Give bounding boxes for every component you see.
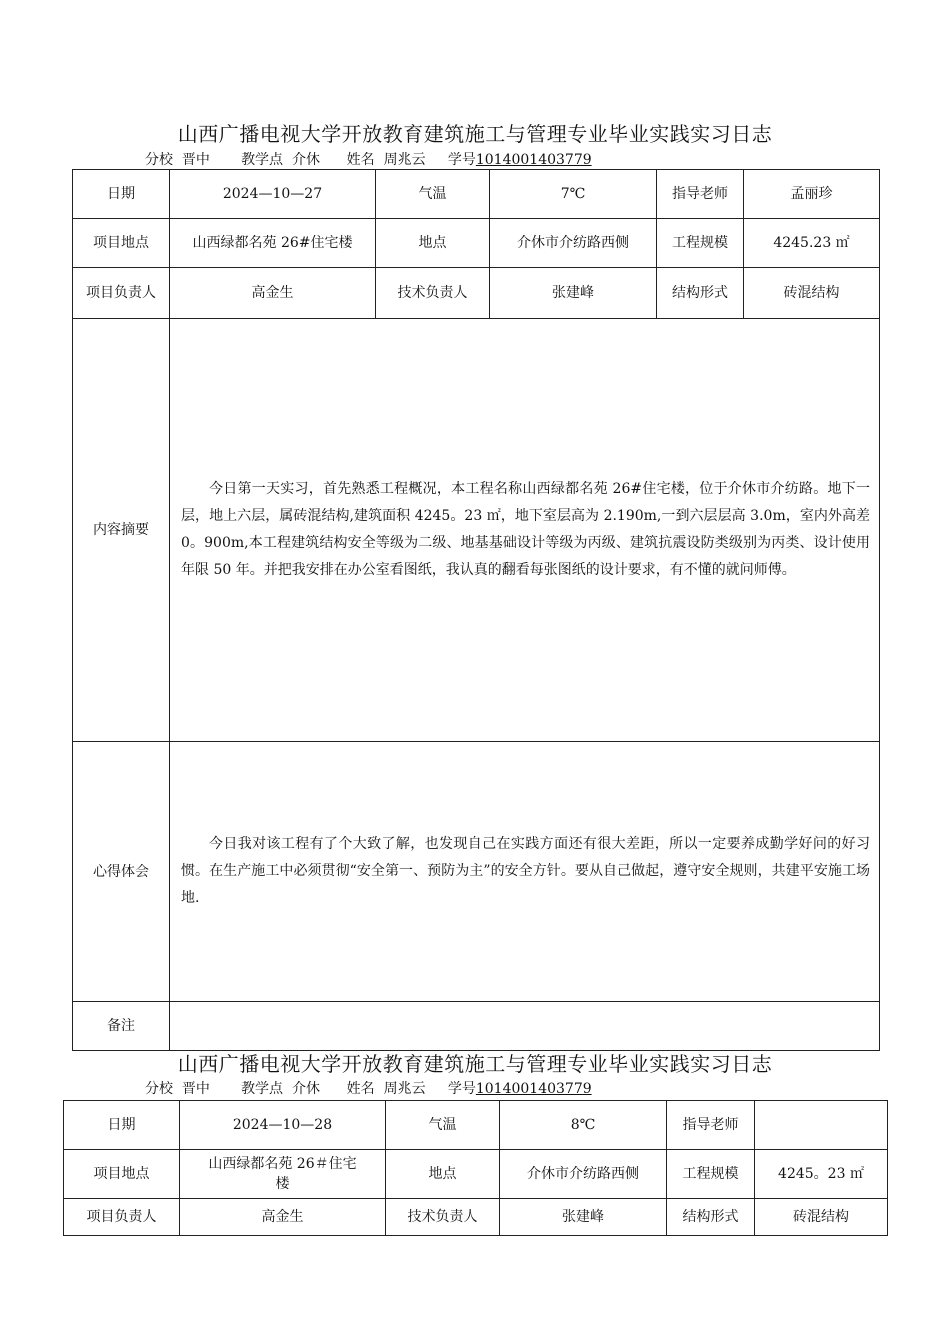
project-scale-label: 工程规模	[667, 1150, 755, 1199]
name-value: 周兆云	[383, 152, 426, 168]
project-site-value: 山西绿都名苑 26＃住宅楼	[180, 1150, 386, 1199]
log1-table	[72, 169, 880, 1051]
supervisor-label: 指导老师	[667, 1101, 755, 1150]
location-value: 介休市介纺路西侧	[500, 1150, 667, 1199]
temperature-label: 气温	[376, 170, 490, 219]
experience-text: 今日我对该工程有了个大致了解，也发现自己在实践方面还有很大差距，所以一定要养成勤学好问的好习惯。在生产施工中必须贯彻“安全第一、预防为主”的安全方针。要从自己做起，遵守安全规则，共建平安施工场地.	[181, 836, 870, 906]
table-row	[64, 1101, 888, 1150]
log2-title: 山西广播电视大学开放教育建筑施工与管理专业毕业实践实习日志	[177, 1052, 773, 1076]
structure-type-label: 结构形式	[667, 1199, 755, 1236]
remarks-value	[170, 1002, 880, 1051]
summary-text: 今日第一天实习，首先熟悉工程概况，本工程名称山西绿都名苑 26#住宅楼，位于介休市介纺路。地下一层，地上六层，属砖混结构,建筑面积 4245。23 ㎡，地下室层高为 2.190m,一到六层层高 3.0m，室内外高差 0。900m,本工程建筑结构安全等级为二级、地基基础设计等级为丙级、建筑抗震设防类级别为丙类、设计使用年限 50 年。并把我安排在办公室看图纸，我认真的翻看每张图纸的设计要求，有不懂的就问师傅。	[181, 481, 870, 578]
temperature-label: 气温	[386, 1101, 500, 1150]
branch-label: 分校	[145, 1081, 173, 1097]
table-row	[73, 319, 880, 742]
project-scale-value: 4245。23 ㎡	[755, 1150, 888, 1199]
table-row	[73, 268, 880, 319]
date-value: 2024—10—27	[170, 170, 376, 219]
table-row	[73, 219, 880, 268]
date-label: 日期	[64, 1101, 180, 1150]
temperature-value: 7℃	[490, 170, 657, 219]
student-id-label: 学号	[447, 152, 476, 168]
supervisor-value: 孟丽珍	[744, 170, 880, 219]
temperature-value: 8℃	[500, 1101, 667, 1150]
project-manager-label: 项目负责人	[73, 268, 170, 319]
table-row	[73, 170, 880, 219]
table-row	[73, 1002, 880, 1051]
location-label: 地点	[386, 1150, 500, 1199]
teaching-point-label: 教学点	[241, 1081, 284, 1097]
branch-label: 分校	[145, 152, 173, 168]
log1-title: 山西广播电视大学开放教育建筑施工与管理专业毕业实践实习日志	[177, 122, 773, 146]
date-label: 日期	[73, 170, 170, 219]
log2-info-line	[145, 1078, 592, 1098]
teaching-point-label: 教学点	[241, 152, 284, 168]
student-id-value: 1014001403779	[475, 152, 592, 168]
project-scale-label: 工程规模	[657, 219, 744, 268]
student-id-label: 学号	[447, 1081, 476, 1097]
supervisor-label: 指导老师	[657, 170, 744, 219]
technical-lead-label: 技术负责人	[386, 1199, 500, 1236]
experience-label: 心得体会	[73, 742, 170, 1002]
project-site-value: 山西绿都名苑 26#住宅楼	[170, 219, 376, 268]
technical-lead-value: 张建峰	[490, 268, 657, 319]
summary-label: 内容摘要	[73, 319, 170, 742]
project-scale-value: 4245.23 ㎡	[744, 219, 880, 268]
log2-table	[63, 1100, 888, 1236]
branch-value: 晋中	[181, 1081, 210, 1097]
name-label: 姓名	[346, 1081, 375, 1097]
project-manager-label: 项目负责人	[64, 1199, 180, 1236]
remarks-label: 备注	[73, 1002, 170, 1051]
experience-content	[170, 742, 880, 1002]
project-site-label: 项目地点	[73, 219, 170, 268]
name-label: 姓名	[346, 152, 375, 168]
table-row	[73, 742, 880, 1002]
supervisor-value	[755, 1101, 888, 1150]
name-value: 周兆云	[383, 1081, 426, 1097]
technical-lead-value: 张建峰	[500, 1199, 667, 1236]
location-value: 介休市介纺路西侧	[490, 219, 657, 268]
project-site-label: 项目地点	[64, 1150, 180, 1199]
structure-type-label: 结构形式	[657, 268, 744, 319]
project-manager-value: 高金生	[180, 1199, 386, 1236]
teaching-point-value: 介休	[291, 1081, 320, 1097]
location-label: 地点	[376, 219, 490, 268]
structure-type-value: 砖混结构	[744, 268, 880, 319]
technical-lead-label: 技术负责人	[376, 268, 490, 319]
date-value: 2024—10—28	[180, 1101, 386, 1150]
log1-info-line	[145, 149, 592, 169]
table-row	[64, 1150, 888, 1199]
summary-content	[170, 319, 880, 742]
table-row	[64, 1199, 888, 1236]
branch-value: 晋中	[181, 152, 210, 168]
teaching-point-value: 介休	[291, 152, 320, 168]
student-id-value: 1014001403779	[475, 1081, 592, 1097]
project-manager-value: 高金生	[170, 268, 376, 319]
structure-type-value: 砖混结构	[755, 1199, 888, 1236]
